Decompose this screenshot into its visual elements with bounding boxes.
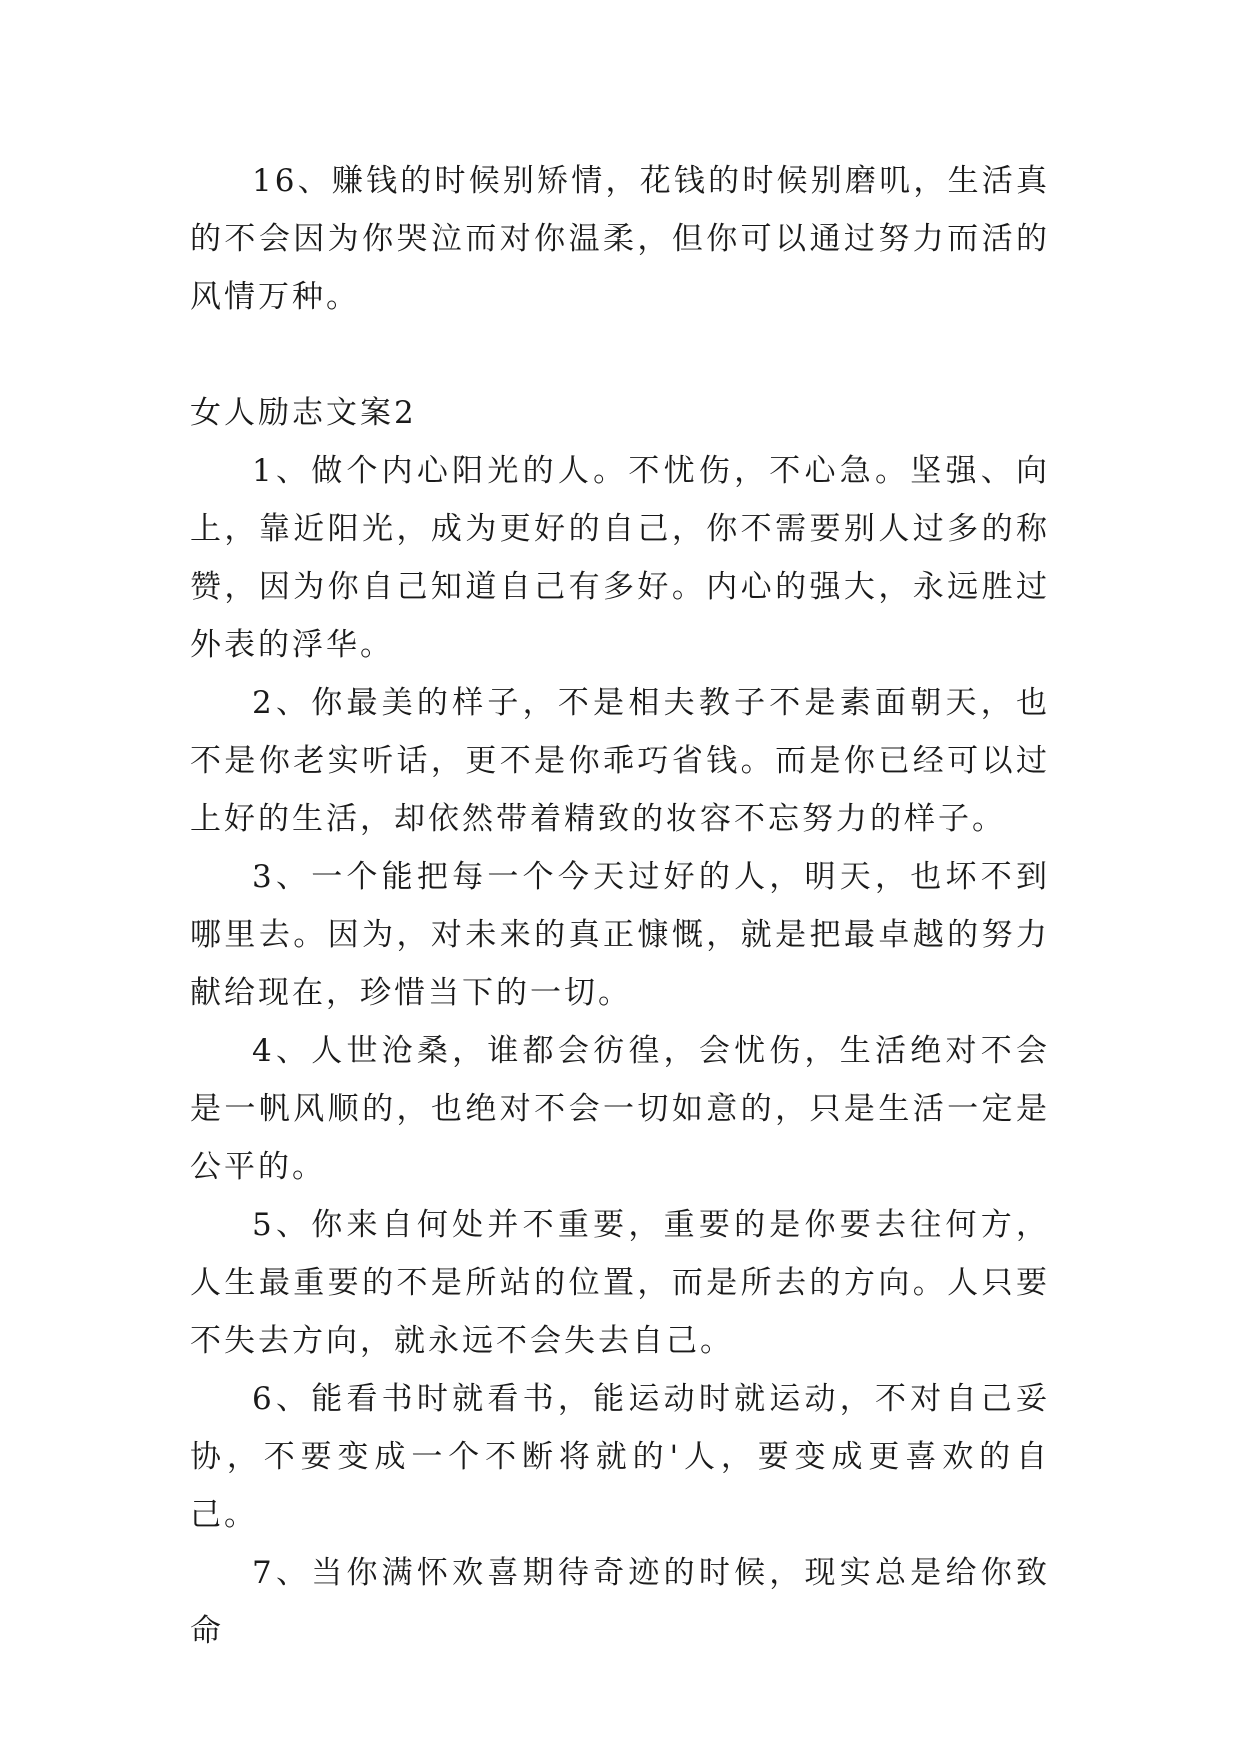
paragraph-2: 2、你最美的样子，不是相夫教子不是素面朝天，也不是你老实听话，更不是你乖巧省钱。而是你已经可以过上好的生活，却依然带着精致的妆容不忘努力的样子。 bbox=[190, 685, 1050, 837]
paragraph-4: 4、人世沧桑，谁都会彷徨，会忧伤，生活绝对不会是一帆风顺的，也绝对不会一切如意的，只是生活一定是公平的。 bbox=[190, 1033, 1050, 1185]
paragraph-7: 7、当你满怀欢喜期待奇迹的时候，现实总是给你致命 bbox=[190, 1555, 1050, 1649]
document-body bbox=[190, 152, 1050, 1660]
intro-paragraph: 16、赚钱的时候别矫情，花钱的时候别磨叽，生活真的不会因为你哭泣而对你温柔，但你可以通过努力而活的风情万种。 bbox=[190, 163, 1050, 315]
section-heading: 女人励志文案2 bbox=[190, 395, 417, 431]
paragraph-6: 6、能看书时就看书，能运动时就运动，不对自己妥协，不要变成一个不断将就的'人，要变成更喜欢的自己。 bbox=[190, 1381, 1050, 1533]
paragraph-3: 3、一个能把每一个今天过好的人，明天，也坏不到哪里去。因为，对未来的真正慷慨，就是把最卓越的努力献给现在，珍惜当下的一切。 bbox=[190, 859, 1050, 1011]
paragraph-5: 5、你来自何处并不重要，重要的是你要去往何方，人生最重要的不是所站的位置，而是所去的方向。人只要不失去方向，就永远不会失去自己。 bbox=[190, 1207, 1050, 1359]
paragraph-1: 1、做个内心阳光的人。不忧伤，不心急。坚强、向上，靠近阳光，成为更好的自己，你不需要别人过多的称赞，因为你自己知道自己有多好。内心的强大，永远胜过外表的浮华。 bbox=[190, 453, 1050, 663]
